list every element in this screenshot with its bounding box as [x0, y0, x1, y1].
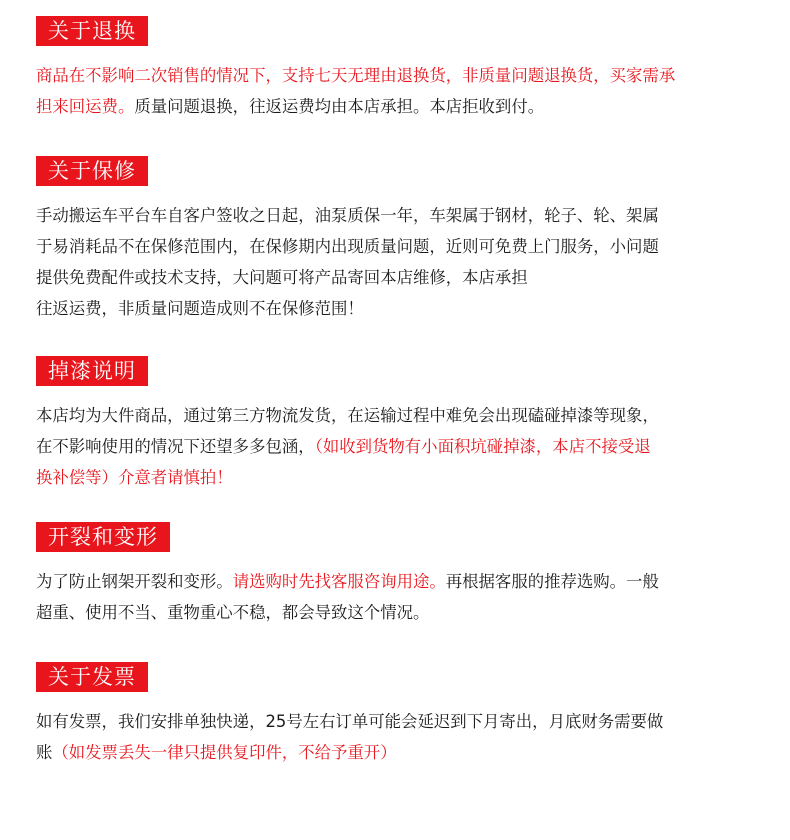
text-highlight: （如发票丢失一律只提供复印件，不给予重开） [52, 743, 397, 762]
text-line: 如有发票，我们安排单独快递，25号左右订单可能会延迟到下月寄出，月底财务需要做 [36, 712, 664, 731]
text-segment: 质量问题退换，往返运费均由本店承担。本店拒收到付。 [134, 97, 545, 116]
text-line [36, 566, 766, 597]
paragraph-warranty [36, 200, 766, 324]
paragraph-invoice [36, 706, 766, 768]
text-line: 于易消耗品不在保修范围内，在保修期内出现质量问题，近则可免费上门服务，小问题 [36, 237, 659, 256]
text-highlight: 商品在不影响二次销售的情况下，支持七天无理由退换货，非质量问题退换货，买家需承 [36, 66, 676, 85]
text-highlight: （如收到货物有小面积坑碰掉漆，本店不接受退 [314, 437, 651, 456]
heading-crack-deform: 开裂和变形 [36, 522, 170, 552]
text-line [36, 431, 766, 462]
text-line [36, 91, 766, 122]
text-line: 超重、使用不当、重物重心不稳，都会导致这个情况。 [36, 603, 430, 622]
paragraph-return-exchange [36, 60, 766, 122]
text-line [36, 60, 766, 91]
text-line [36, 462, 766, 493]
heading-paint-damage: 掉漆说明 [36, 356, 148, 386]
text-highlight: 担来回运费。 [36, 97, 135, 116]
heading-return-exchange: 关于退换 [36, 16, 148, 46]
paragraph-crack-deform [36, 566, 766, 628]
heading-invoice: 关于发票 [36, 662, 148, 692]
text-line: 本店均为大件商品，通过第三方物流发货，在运输过程中难免会出现磕碰掉漆等现象， [36, 406, 659, 425]
text-segment: 账 [36, 743, 53, 762]
paragraph-paint-damage [36, 400, 766, 493]
text-line: 手动搬运车平台车自客户签收之日起，油泵质保一年，车架属于钢材，轮子、轮、架属 [36, 206, 659, 225]
text-segment: 为了防止钢架开裂和变形。 [36, 572, 233, 591]
text-line [36, 737, 766, 768]
text-segment: 在不影响使用的情况下还望多多包涵， [36, 437, 315, 456]
text-highlight: 请选购时先找客服咨询用途。 [232, 572, 446, 591]
text-line: 提供免费配件或技术支持，大问题可将产品寄回本店维修，本店承担 [36, 268, 528, 287]
text-line: 往返运费，非质量问题造成则不在保修范围！ [36, 299, 364, 318]
text-segment: 再根据客服的推荐选购。一般 [445, 572, 659, 591]
text-highlight: 换补偿等）介意者请慎拍！ [36, 468, 233, 487]
heading-warranty: 关于保修 [36, 156, 148, 186]
